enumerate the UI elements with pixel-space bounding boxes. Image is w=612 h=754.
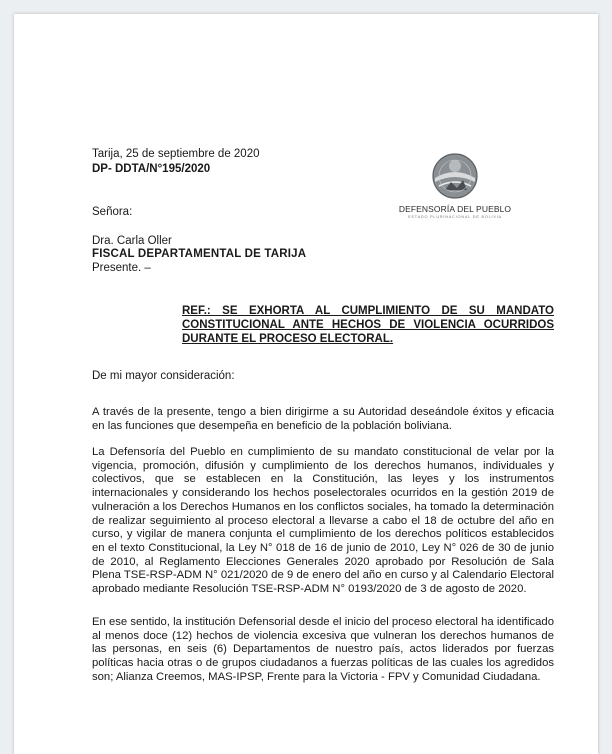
recipient-title: FISCAL DEPARTAMENTAL DE TARIJA: [92, 248, 307, 260]
subject-reference: REF.: SE EXHORTA AL CUMPLIMIENTO DE SU MANDATO CONSTITUCIONAL ANTE HECHOS DE VIOLENCIA OCURRIDOS DURANTE EL PROCESO ELECTORAL.: [182, 305, 554, 345]
defensoria-seal-icon: [431, 152, 479, 200]
body-paragraph-2: La Defensoría del Pueblo en cumplimiento de su mandato constitucional de velar por la vigencia, promoción, difusión y cumplimiento de los derechos humanos, individuales y colectivos, que se establecen en la Constitución, las leyes y los instrumentos internacionales y considerando los hechos poselectorales ocurridos en la gestión 2019 de vulneración a los Derechos Humanos en los conflictos sociales, ha tomado la determinación de realizar seguimiento al proceso electoral a llevarse a cabo el 18 de octubre del año en curso, y vigilar de manera conjunta el cumplimiento de los derechos políticos establecidos en el texto Constitucional, la Ley N° 018 de 16 de junio de 2010, Ley N° 026 de 30 de junio de 2010, al Reglamento Elecciones Generales 2020 aprobado por Resolución de Sala Plena TSE-RSP-ADM N° 021/2020 de 9 de enero del año en curso y al Calendario Electoral aprobado mediante Resolución TSE-RSP-ADM N° 0193/2020 de 3 de agosto de 2020.: [92, 446, 554, 596]
salutation: De mi mayor consideración:: [92, 370, 235, 382]
recipient-presente: Presente. –: [92, 262, 151, 274]
greeting: Señora:: [92, 206, 133, 218]
reference-code: DP- DDTA/N°195/2020: [92, 163, 211, 175]
body-paragraph-3: En ese sentido, la institución Defensorial desde el inicio del proceso electoral ha identificado al menos doce (12) hechos de violencia excesiva que vulneran los derechos humanos de las personas, en seis (6) Departamentos de nuestro país, actos liderados por fuerzas políticas hacia otras o de grupos ciudadanos a fuerzas políticas de las cuales los agredidos son; Alianza Creemos, MAS-IPSP, Frente para la Victoria - FPV y Comunidad Ciudadana.: [92, 616, 554, 683]
date-line: Tarija, 25 de septiembre de 2020: [92, 148, 260, 160]
letter-page: [14, 14, 598, 754]
body-paragraph-1: A través de la presente, tengo a bien dirigirme a su Autoridad deseándole éxitos y eficacia en las funciones que desempeña en beneficio de la población boliviana.: [92, 406, 554, 432]
logo-name: DEFENSORÍA DEL PUEBLO: [398, 204, 512, 214]
institution-logo: [396, 152, 514, 219]
logo-subtitle: ESTADO PLURINACIONAL DE BOLIVIA: [408, 215, 502, 219]
recipient-name: Dra. Carla Oller: [92, 235, 172, 247]
